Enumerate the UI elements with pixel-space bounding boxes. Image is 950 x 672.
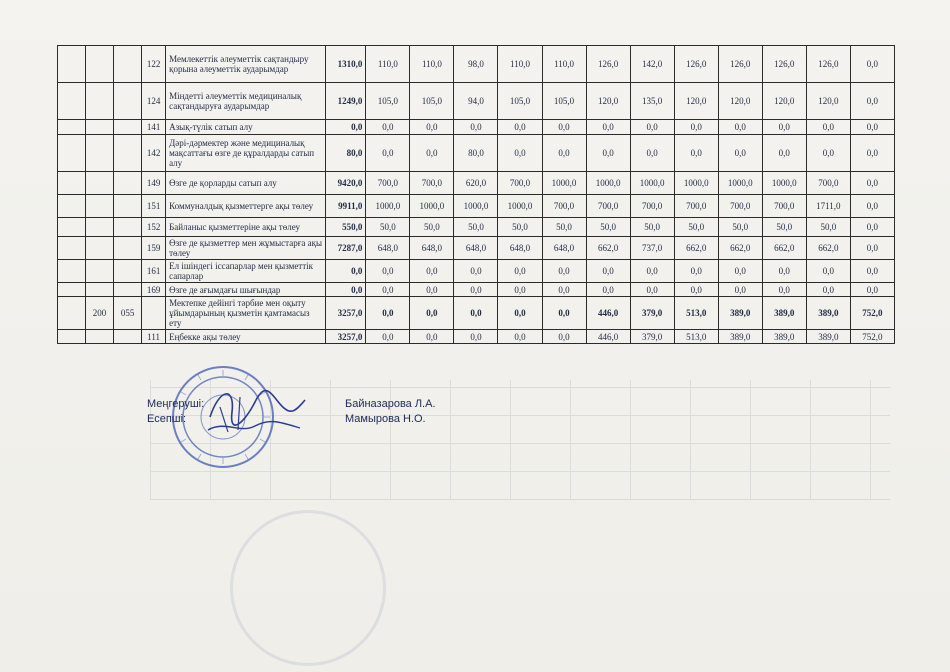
- month-value-cell: 0,0: [366, 120, 410, 135]
- month-value-cell: 50,0: [630, 218, 674, 237]
- month-value-cell: 700,0: [366, 172, 410, 195]
- table-row: [58, 83, 895, 120]
- month-value-cell: 0,0: [674, 260, 718, 283]
- month-value-cell: 0,0: [762, 260, 806, 283]
- month-value-cell: 0,0: [630, 135, 674, 172]
- month-value-cell: 700,0: [806, 172, 850, 195]
- month-value-cell: 0,0: [718, 120, 762, 135]
- month-value-cell: 0,0: [718, 283, 762, 297]
- specifics-code-cell: 122: [142, 46, 166, 83]
- month-value-cell: 700,0: [718, 195, 762, 218]
- program-cell: [86, 83, 114, 120]
- description-cell: Дәрі-дәрмектер және медициналық мақсаттағы өзге де құралдарды сатып алу: [166, 135, 326, 172]
- month-value-cell: 1000,0: [586, 172, 630, 195]
- month-value-cell: 110,0: [498, 46, 542, 83]
- month-value-cell: 1000,0: [542, 172, 586, 195]
- month-value-cell: 50,0: [762, 218, 806, 237]
- month-value-cell: 50,0: [586, 218, 630, 237]
- program-group-cell: [58, 283, 86, 297]
- month-value-cell: 0,0: [806, 283, 850, 297]
- month-value-cell: 0,0: [850, 218, 894, 237]
- program-group-cell: [58, 172, 86, 195]
- month-value-cell: 648,0: [410, 237, 454, 260]
- annual-total-cell: 0,0: [326, 120, 366, 135]
- description-cell: Өзге де ағымдағы шығындар: [166, 283, 326, 297]
- month-value-cell: 0,0: [630, 260, 674, 283]
- annual-total-cell: 3257,0: [326, 297, 366, 330]
- month-value-cell: 700,0: [674, 195, 718, 218]
- month-value-cell: 0,0: [454, 330, 498, 344]
- month-value-cell: 105,0: [542, 83, 586, 120]
- month-value-cell: 700,0: [542, 195, 586, 218]
- budget-table: [57, 45, 895, 344]
- month-value-cell: 110,0: [542, 46, 586, 83]
- annual-total-cell: 9420,0: [326, 172, 366, 195]
- month-value-cell: 0,0: [718, 260, 762, 283]
- program-cell: [86, 330, 114, 344]
- month-value-cell: 0,0: [410, 283, 454, 297]
- table-row: [58, 237, 895, 260]
- month-value-cell: 0,0: [806, 120, 850, 135]
- description-cell: Міндетті әлеуметтік медициналық сақтандыруға аударымдар: [166, 83, 326, 120]
- description-cell: Коммуналдық қызметтерге ақы төлеу: [166, 195, 326, 218]
- month-value-cell: 662,0: [806, 237, 850, 260]
- month-value-cell: 0,0: [850, 283, 894, 297]
- month-value-cell: 0,0: [454, 120, 498, 135]
- table-row: [58, 135, 895, 172]
- month-value-cell: 50,0: [718, 218, 762, 237]
- month-value-cell: 0,0: [850, 83, 894, 120]
- month-value-cell: 513,0: [674, 330, 718, 344]
- month-value-cell: 50,0: [454, 218, 498, 237]
- handwritten-signatures: [200, 382, 310, 442]
- annual-total-cell: 1249,0: [326, 83, 366, 120]
- table-row: [58, 195, 895, 218]
- subprogram-cell: [114, 218, 142, 237]
- month-value-cell: 662,0: [762, 237, 806, 260]
- month-value-cell: 648,0: [366, 237, 410, 260]
- program-cell: [86, 283, 114, 297]
- month-value-cell: 0,0: [498, 297, 542, 330]
- month-value-cell: 120,0: [586, 83, 630, 120]
- month-value-cell: 105,0: [498, 83, 542, 120]
- month-value-cell: 0,0: [806, 135, 850, 172]
- month-value-cell: 0,0: [586, 283, 630, 297]
- description-cell: Өзге де қорларды сатып алу: [166, 172, 326, 195]
- specifics-code-cell: 151: [142, 195, 166, 218]
- month-value-cell: 0,0: [586, 260, 630, 283]
- bleed-through-stamp: [230, 510, 386, 666]
- subprogram-cell: [114, 83, 142, 120]
- accountant-name: Мамырова Н.О.: [345, 413, 426, 425]
- program-group-cell: [58, 83, 86, 120]
- table-row: [58, 260, 895, 283]
- month-value-cell: 0,0: [586, 135, 630, 172]
- month-value-cell: 0,0: [410, 297, 454, 330]
- month-value-cell: 662,0: [718, 237, 762, 260]
- description-cell: Мектепке дейінгі тәрбие мен оқыту ұйымдарының қызметін қамтамасыз ету: [166, 297, 326, 330]
- description-cell: Байланыс қызметтеріне ақы төлеу: [166, 218, 326, 237]
- month-value-cell: 0,0: [850, 135, 894, 172]
- month-value-cell: 126,0: [806, 46, 850, 83]
- month-value-cell: 0,0: [542, 297, 586, 330]
- month-value-cell: 0,0: [674, 283, 718, 297]
- table-row: [58, 46, 895, 83]
- month-value-cell: 700,0: [498, 172, 542, 195]
- month-value-cell: 50,0: [674, 218, 718, 237]
- month-value-cell: 126,0: [762, 46, 806, 83]
- month-value-cell: 0,0: [410, 260, 454, 283]
- month-value-cell: 50,0: [366, 218, 410, 237]
- program-group-cell: [58, 237, 86, 260]
- month-value-cell: 389,0: [762, 297, 806, 330]
- month-value-cell: 0,0: [850, 46, 894, 83]
- month-value-cell: 662,0: [586, 237, 630, 260]
- annual-total-cell: 1310,0: [326, 46, 366, 83]
- month-value-cell: 0,0: [498, 135, 542, 172]
- month-value-cell: 389,0: [762, 330, 806, 344]
- month-value-cell: 110,0: [410, 46, 454, 83]
- month-value-cell: 0,0: [498, 283, 542, 297]
- month-value-cell: 700,0: [586, 195, 630, 218]
- program-group-cell: [58, 297, 86, 330]
- month-value-cell: 513,0: [674, 297, 718, 330]
- month-value-cell: 0,0: [498, 120, 542, 135]
- month-value-cell: 648,0: [542, 237, 586, 260]
- month-value-cell: 662,0: [674, 237, 718, 260]
- subprogram-cell: [114, 120, 142, 135]
- month-value-cell: 120,0: [806, 83, 850, 120]
- month-value-cell: 737,0: [630, 237, 674, 260]
- month-value-cell: 1000,0: [674, 172, 718, 195]
- specifics-code-cell: 149: [142, 172, 166, 195]
- specifics-code-cell: 159: [142, 237, 166, 260]
- annual-total-cell: 3257,0: [326, 330, 366, 344]
- subprogram-cell: 055: [114, 297, 142, 330]
- month-value-cell: 752,0: [850, 330, 894, 344]
- annual-total-cell: 0,0: [326, 260, 366, 283]
- month-value-cell: 0,0: [454, 260, 498, 283]
- program-cell: [86, 135, 114, 172]
- month-value-cell: 0,0: [850, 260, 894, 283]
- program-cell: [86, 46, 114, 83]
- month-value-cell: 0,0: [850, 172, 894, 195]
- month-value-cell: 1000,0: [630, 172, 674, 195]
- description-cell: Ел ішіндегі іссапарлар мен қызметтік сапарлар: [166, 260, 326, 283]
- month-value-cell: 648,0: [498, 237, 542, 260]
- month-value-cell: 648,0: [454, 237, 498, 260]
- head-label: Меңгеруші:: [147, 398, 205, 410]
- month-value-cell: 1000,0: [498, 195, 542, 218]
- program-cell: [86, 120, 114, 135]
- accountant-label: Есепші:: [147, 413, 187, 425]
- month-value-cell: 142,0: [630, 46, 674, 83]
- month-value-cell: 0,0: [366, 283, 410, 297]
- month-value-cell: 700,0: [630, 195, 674, 218]
- month-value-cell: 0,0: [410, 330, 454, 344]
- description-cell: Азық-түлік сатып алу: [166, 120, 326, 135]
- month-value-cell: 0,0: [850, 195, 894, 218]
- month-value-cell: 389,0: [806, 330, 850, 344]
- program-cell: [86, 172, 114, 195]
- month-value-cell: 389,0: [718, 297, 762, 330]
- month-value-cell: 126,0: [718, 46, 762, 83]
- month-value-cell: 0,0: [498, 260, 542, 283]
- month-value-cell: 1711,0: [806, 195, 850, 218]
- month-value-cell: 379,0: [630, 297, 674, 330]
- month-value-cell: 700,0: [762, 195, 806, 218]
- month-value-cell: 50,0: [806, 218, 850, 237]
- table-row: [58, 330, 895, 344]
- month-value-cell: 446,0: [586, 330, 630, 344]
- subprogram-cell: [114, 135, 142, 172]
- month-value-cell: 0,0: [762, 135, 806, 172]
- month-value-cell: 1000,0: [410, 195, 454, 218]
- specifics-code-cell: 161: [142, 260, 166, 283]
- month-value-cell: 0,0: [630, 283, 674, 297]
- month-value-cell: 0,0: [542, 135, 586, 172]
- month-value-cell: 1000,0: [366, 195, 410, 218]
- specifics-code-cell: 142: [142, 135, 166, 172]
- program-cell: [86, 195, 114, 218]
- month-value-cell: 389,0: [718, 330, 762, 344]
- month-value-cell: 50,0: [498, 218, 542, 237]
- month-value-cell: 389,0: [806, 297, 850, 330]
- month-value-cell: 0,0: [630, 120, 674, 135]
- table-row: [58, 297, 895, 330]
- program-cell: [86, 218, 114, 237]
- table-row: [58, 172, 895, 195]
- program-group-cell: [58, 260, 86, 283]
- table-row: [58, 120, 895, 135]
- subprogram-cell: [114, 195, 142, 218]
- annual-total-cell: 0,0: [326, 283, 366, 297]
- month-value-cell: 80,0: [454, 135, 498, 172]
- month-value-cell: 0,0: [410, 135, 454, 172]
- month-value-cell: 0,0: [718, 135, 762, 172]
- program-group-cell: [58, 135, 86, 172]
- month-value-cell: 1000,0: [454, 195, 498, 218]
- month-value-cell: 105,0: [366, 83, 410, 120]
- table-body: [58, 46, 895, 344]
- month-value-cell: 0,0: [762, 283, 806, 297]
- month-value-cell: 379,0: [630, 330, 674, 344]
- program-group-cell: [58, 46, 86, 83]
- subprogram-cell: [114, 172, 142, 195]
- month-value-cell: 0,0: [454, 297, 498, 330]
- month-value-cell: 0,0: [674, 135, 718, 172]
- subprogram-cell: [114, 46, 142, 83]
- month-value-cell: 135,0: [630, 83, 674, 120]
- month-value-cell: 0,0: [366, 297, 410, 330]
- program-group-cell: [58, 330, 86, 344]
- month-value-cell: 700,0: [410, 172, 454, 195]
- program-group-cell: [58, 120, 86, 135]
- program-group-cell: [58, 218, 86, 237]
- specifics-code-cell: 141: [142, 120, 166, 135]
- table-row: [58, 218, 895, 237]
- month-value-cell: 0,0: [498, 330, 542, 344]
- month-value-cell: 120,0: [762, 83, 806, 120]
- program-cell: [86, 237, 114, 260]
- annual-total-cell: 550,0: [326, 218, 366, 237]
- month-value-cell: 0,0: [542, 260, 586, 283]
- month-value-cell: 752,0: [850, 297, 894, 330]
- subprogram-cell: [114, 237, 142, 260]
- subprogram-cell: [114, 283, 142, 297]
- head-name: Байназарова Л.А.: [345, 398, 436, 410]
- subprogram-cell: [114, 260, 142, 283]
- month-value-cell: 98,0: [454, 46, 498, 83]
- month-value-cell: 50,0: [410, 218, 454, 237]
- month-value-cell: 0,0: [410, 120, 454, 135]
- annual-total-cell: 80,0: [326, 135, 366, 172]
- month-value-cell: 105,0: [410, 83, 454, 120]
- month-value-cell: 0,0: [454, 283, 498, 297]
- month-value-cell: 126,0: [586, 46, 630, 83]
- month-value-cell: 120,0: [718, 83, 762, 120]
- month-value-cell: 0,0: [366, 260, 410, 283]
- month-value-cell: 446,0: [586, 297, 630, 330]
- month-value-cell: 0,0: [674, 120, 718, 135]
- month-value-cell: 0,0: [586, 120, 630, 135]
- month-value-cell: 0,0: [850, 120, 894, 135]
- program-cell: [86, 260, 114, 283]
- month-value-cell: 1000,0: [762, 172, 806, 195]
- month-value-cell: 620,0: [454, 172, 498, 195]
- specifics-code-cell: 169: [142, 283, 166, 297]
- month-value-cell: 1000,0: [718, 172, 762, 195]
- month-value-cell: 0,0: [542, 120, 586, 135]
- specifics-code-cell: [142, 297, 166, 330]
- month-value-cell: 0,0: [542, 330, 586, 344]
- subprogram-cell: [114, 330, 142, 344]
- month-value-cell: 0,0: [806, 260, 850, 283]
- month-value-cell: 0,0: [366, 135, 410, 172]
- annual-total-cell: 7287,0: [326, 237, 366, 260]
- specifics-code-cell: 152: [142, 218, 166, 237]
- description-cell: Еңбекке ақы төлеу: [166, 330, 326, 344]
- specifics-code-cell: 111: [142, 330, 166, 344]
- specifics-code-cell: 124: [142, 83, 166, 120]
- description-cell: Өзге де қызметтер мен жұмыстарға ақы төлеу: [166, 237, 326, 260]
- month-value-cell: 120,0: [674, 83, 718, 120]
- month-value-cell: 110,0: [366, 46, 410, 83]
- program-cell: 200: [86, 297, 114, 330]
- month-value-cell: 94,0: [454, 83, 498, 120]
- month-value-cell: 0,0: [542, 283, 586, 297]
- month-value-cell: 50,0: [542, 218, 586, 237]
- month-value-cell: 126,0: [674, 46, 718, 83]
- month-value-cell: 0,0: [850, 237, 894, 260]
- month-value-cell: 0,0: [762, 120, 806, 135]
- month-value-cell: 0,0: [366, 330, 410, 344]
- annual-total-cell: 9911,0: [326, 195, 366, 218]
- table-row: [58, 283, 895, 297]
- description-cell: Мемлекеттік әлеуметтік сақтандыру қорына әлеуметтік аударымдар: [166, 46, 326, 83]
- program-group-cell: [58, 195, 86, 218]
